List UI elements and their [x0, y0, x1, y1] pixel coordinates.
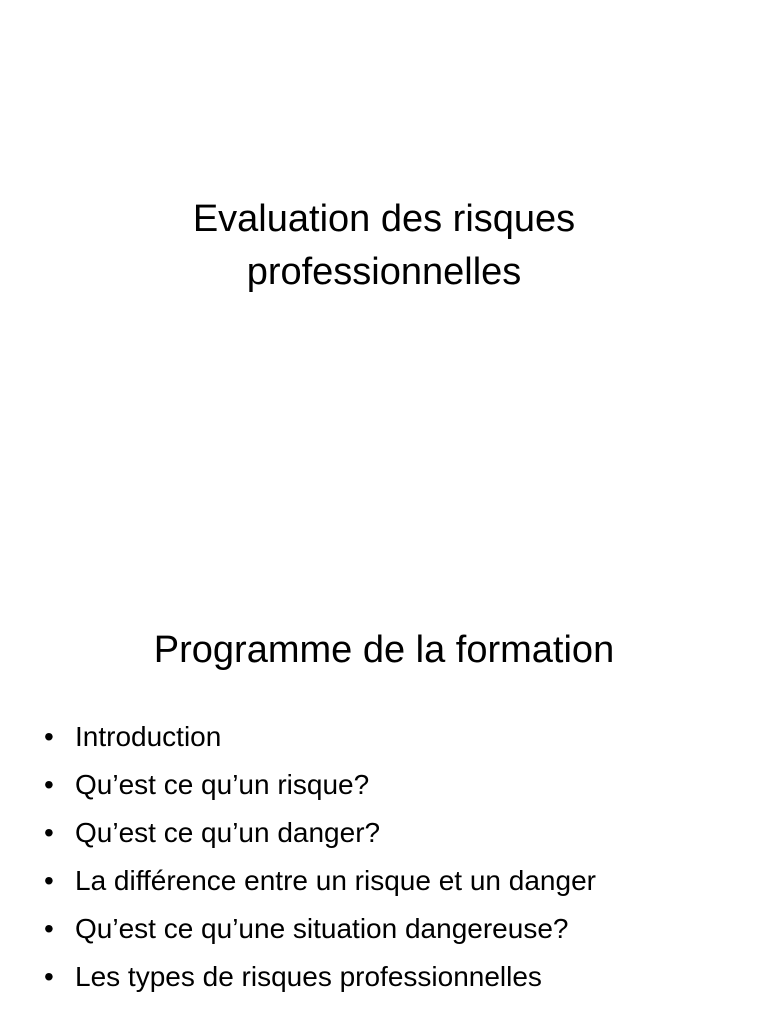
bullet-item-difference: [44, 857, 744, 905]
bullet-dot-icon: •: [44, 817, 54, 848]
bullet-text: Qu’est ce qu’un risque?: [75, 769, 370, 800]
bullet-text: Qu’est ce qu’un danger?: [75, 817, 381, 848]
slide-1-title: Evaluation des risques professionnelles: [192, 198, 576, 293]
bullet-dot-icon: •: [44, 865, 54, 896]
bullet-text: Les types de risques professionnelles: [75, 961, 542, 992]
bullet-item-introduction: [44, 713, 744, 761]
bullet-dot-icon: •: [44, 913, 54, 944]
bullet-item-risque: [44, 761, 744, 809]
bullet-item-danger: [44, 809, 744, 857]
bullet-dot-icon: •: [44, 721, 54, 752]
bullet-dot-icon: •: [44, 769, 54, 800]
bullet-list: [44, 713, 744, 1001]
slide-2-title: Programme de la formation: [153, 629, 615, 671]
bullet-dot-icon: •: [44, 961, 54, 992]
bullet-item-situation-dangereuse: [44, 905, 744, 953]
bullet-item-types-risques: [44, 953, 744, 1001]
bullet-text: Introduction: [75, 721, 222, 752]
slide-2: [0, 576, 768, 1024]
bullet-text: Qu’est ce qu’une situation dangereuse?: [75, 913, 569, 944]
bullet-text: La différence entre un risque et un danger: [75, 865, 596, 896]
